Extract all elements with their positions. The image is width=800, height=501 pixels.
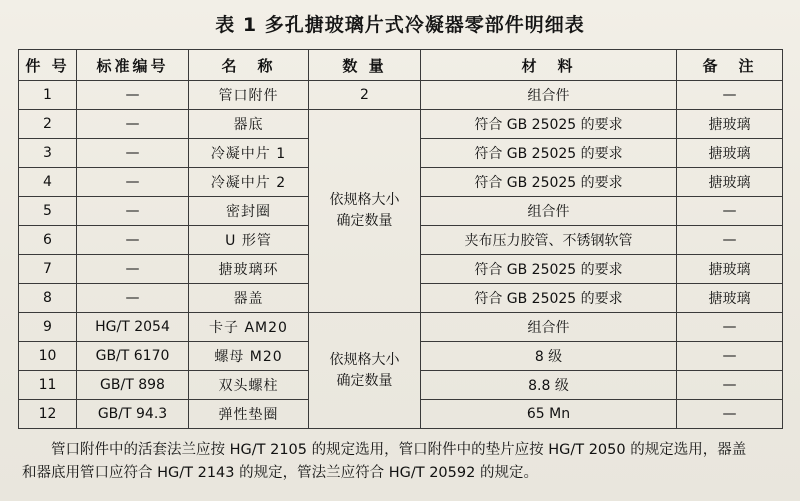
cell-mat: 8.8 级 [421,371,677,400]
cell-name: 冷凝中片 1 [189,139,309,168]
cell-remark: — [677,197,783,226]
cell-mat: 组合件 [421,197,677,226]
column-header-no: 件 号 [19,50,77,81]
cell-remark: — [677,342,783,371]
cell-no: 2 [19,110,77,139]
cell-no: 7 [19,255,77,284]
page-title: 表 1 多孔搪玻璃片式冷凝器零部件明细表 [215,14,585,36]
cell-std: — [77,255,189,284]
footnote-line-2: 和器底用管口应符合 HG/T 2143 的规定，管法兰应符合 HG/T 20592 的规定。 [22,465,538,482]
cell-remark: 搪玻璃 [677,139,783,168]
cell-mat: 符合 GB 25025 的要求 [421,139,677,168]
parts-list-table [18,49,783,429]
cell-std: — [77,284,189,313]
cell-remark: — [677,313,783,342]
column-header-remark: 备 注 [677,50,783,81]
cell-remark: 搪玻璃 [677,255,783,284]
table-row [19,110,783,139]
cell-remark: 搪玻璃 [677,284,783,313]
cell-std: — [77,197,189,226]
cell-mat: 符合 GB 25025 的要求 [421,168,677,197]
cell-remark: 搪玻璃 [677,110,783,139]
cell-no: 9 [19,313,77,342]
cell-name: 管口附件 [189,81,309,110]
cell-std: GB/T 94.3 [77,400,189,429]
cell-no: 1 [19,81,77,110]
column-header-name: 名 称 [189,50,309,81]
cell-mat: 夹布压力胶管、不锈钢软管 [421,226,677,255]
cell-name: 搪玻璃环 [189,255,309,284]
cell-no: 5 [19,197,77,226]
cell-mat: 65 Mn [421,400,677,429]
cell-remark: — [677,400,783,429]
qty-line-2: 确定数量 [336,372,393,389]
cell-qty: 2 [309,81,421,110]
cell-name: 器盖 [189,284,309,313]
cell-no: 4 [19,168,77,197]
cell-mat: 符合 GB 25025 的要求 [421,284,677,313]
cell-std: GB/T 6170 [77,342,189,371]
cell-name: U 形管 [189,226,309,255]
cell-remark: — [677,371,783,400]
cell-std: — [77,81,189,110]
cell-name: 双头螺柱 [189,371,309,400]
cell-no: 12 [19,400,77,429]
cell-no: 11 [19,371,77,400]
qty-line-2: 确定数量 [336,213,393,229]
cell-std: GB/T 898 [77,371,189,400]
cell-no: 6 [19,226,77,255]
cell-std: HG/T 2054 [77,313,189,342]
cell-name: 弹性垫圈 [189,400,309,429]
cell-name: 螺母 M20 [189,342,309,371]
cell-no: 8 [19,284,77,313]
qty-line-1: 依规格大小 [329,192,400,208]
cell-mat: 符合 GB 25025 的要求 [421,255,677,284]
cell-name: 卡子 AM20 [189,313,309,342]
cell-name: 器底 [189,110,309,139]
cell-qty-merged-lower [309,313,421,429]
cell-std: — [77,139,189,168]
cell-remark: — [677,226,783,255]
cell-no: 3 [19,139,77,168]
cell-qty-merged-upper [309,110,421,313]
table-row [19,313,783,342]
column-header-mat: 材 料 [421,50,677,81]
cell-mat: 符合 GB 25025 的要求 [421,110,677,139]
cell-std: — [77,168,189,197]
cell-mat: 组合件 [421,81,677,110]
cell-mat: 8 级 [421,342,677,371]
column-header-qty: 数 量 [309,50,421,81]
column-header-std: 标准编号 [77,50,189,81]
cell-name: 密封圈 [189,197,309,226]
cell-name: 冷凝中片 2 [189,168,309,197]
table-row [19,81,783,110]
table-footnote [18,439,782,485]
cell-remark: 搪玻璃 [677,168,783,197]
cell-std: — [77,110,189,139]
cell-remark: — [677,81,783,110]
cell-no: 10 [19,342,77,371]
footnote-line-1: 管口附件中的活套法兰应按 HG/T 2105 的规定选用，管口附件中的垫片应按 HG/T 2050 的规定选用，器盖 [51,442,747,458]
cell-mat: 组合件 [421,313,677,342]
qty-line-1: 依规格大小 [329,351,400,368]
table-header-row [19,50,783,81]
cell-std: — [77,226,189,255]
